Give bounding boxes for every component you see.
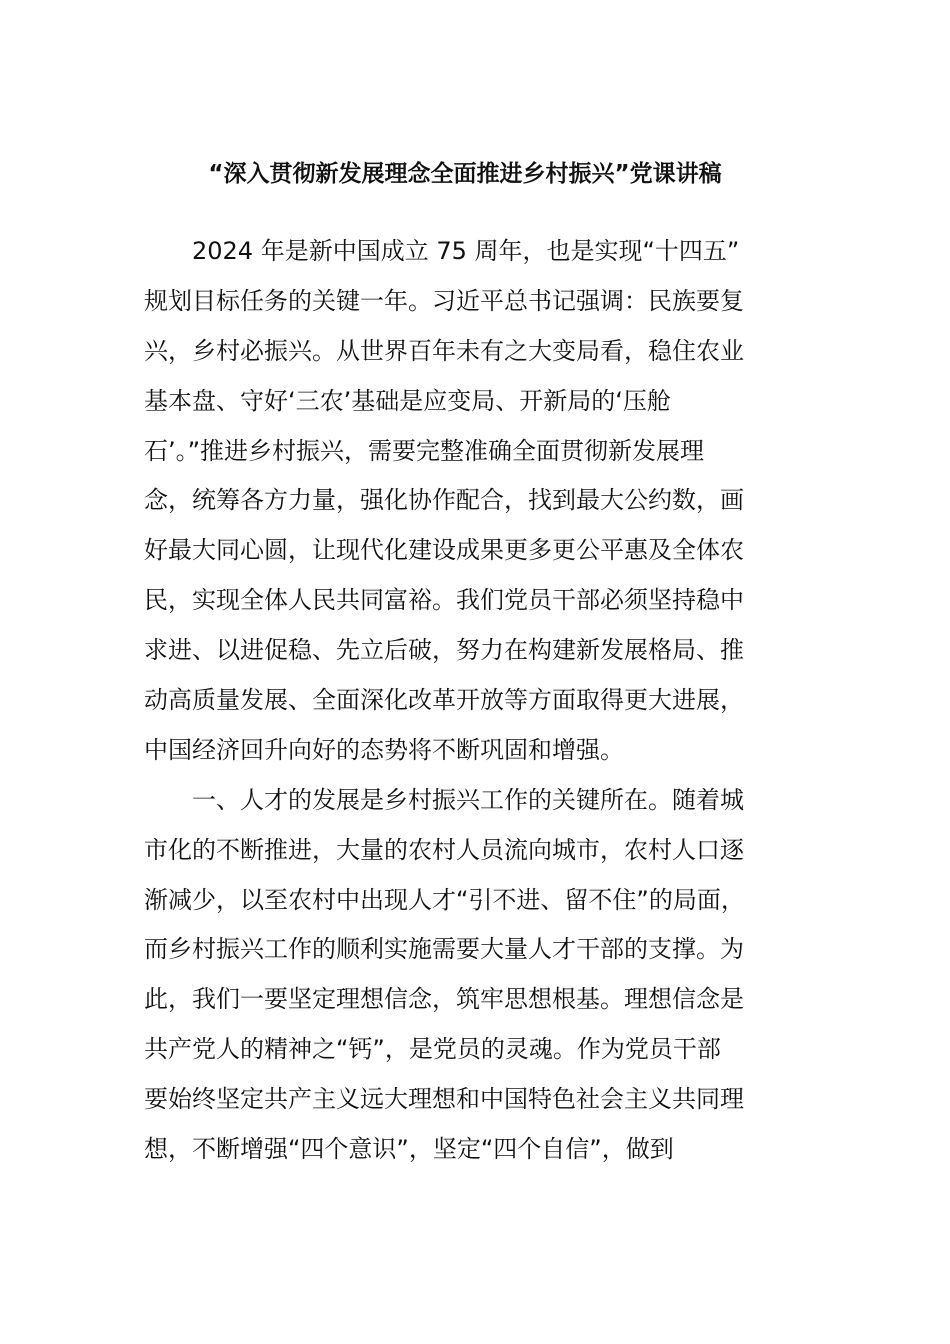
text-line: 共产党人的精神之“钙”，是党员的灵魂。作为党员干部 [144, 1035, 721, 1064]
text-line: 市化的不断推进，大量的农村人员流向城市，农村人口逐 [144, 835, 744, 864]
paragraph-intro [144, 229, 824, 778]
text-line: 此，我们一要坚定理想信念，筑牢思想根基。理想信念是 [144, 985, 744, 1014]
text-line: 石’。”推进乡村振兴，需要完整准确全面贯彻新发展理 [144, 436, 705, 465]
text-line: 中国经济回升向好的态势将不断巩固和增强。 [144, 735, 624, 764]
document-title: “深入贯彻新发展理念全面推进乡村振兴”党课讲稿 [208, 161, 722, 187]
text-line: 动高质量发展、全面深化改革开放等方面取得更大进展， [144, 686, 744, 715]
text-line: 念，统筹各方力量，强化协作配合，找到最大公约数，画 [144, 486, 744, 515]
text-line: 渐减少，以至农村中出现人才“引不进、留不住”的局面， [144, 885, 745, 914]
text-line: 民，实现全体人民共同富裕。我们党员干部必须坚持稳中 [144, 586, 744, 615]
text-line: 好最大同心圆，让现代化建设成果更多更公平惠及全体农 [144, 536, 744, 565]
text-line: 求进、以进促稳、先立后破，努力在构建新发展格局、推 [144, 636, 744, 665]
text-line: 兴，乡村必振兴。从世界百年未有之大变局看，稳住农业 [144, 336, 744, 365]
document-body [144, 229, 824, 1177]
text-line: 2024 年是新中国成立 75 周年，也是实现“十四五” [192, 237, 740, 265]
paragraph-section-one [144, 778, 824, 1177]
text-line: 基本盘、守好‘三农’基础是应变局、开新局的‘压舱 [144, 386, 671, 415]
text-line: 要始终坚定共产主义远大理想和中国特色社会主义共同理 [144, 1085, 744, 1114]
text-line: 而乡村振兴工作的顺利实施需要大量人才干部的支撑。为 [144, 935, 744, 964]
text-line: 一、人才的发展是乡村振兴工作的关键所在。随着城 [192, 785, 744, 814]
text-line: 想，不断增强“四个意识”，坚定“四个自信”，做到 [144, 1135, 674, 1164]
text-line: 规划目标任务的关键一年。习近平总书记强调：民族要复 [144, 286, 744, 315]
